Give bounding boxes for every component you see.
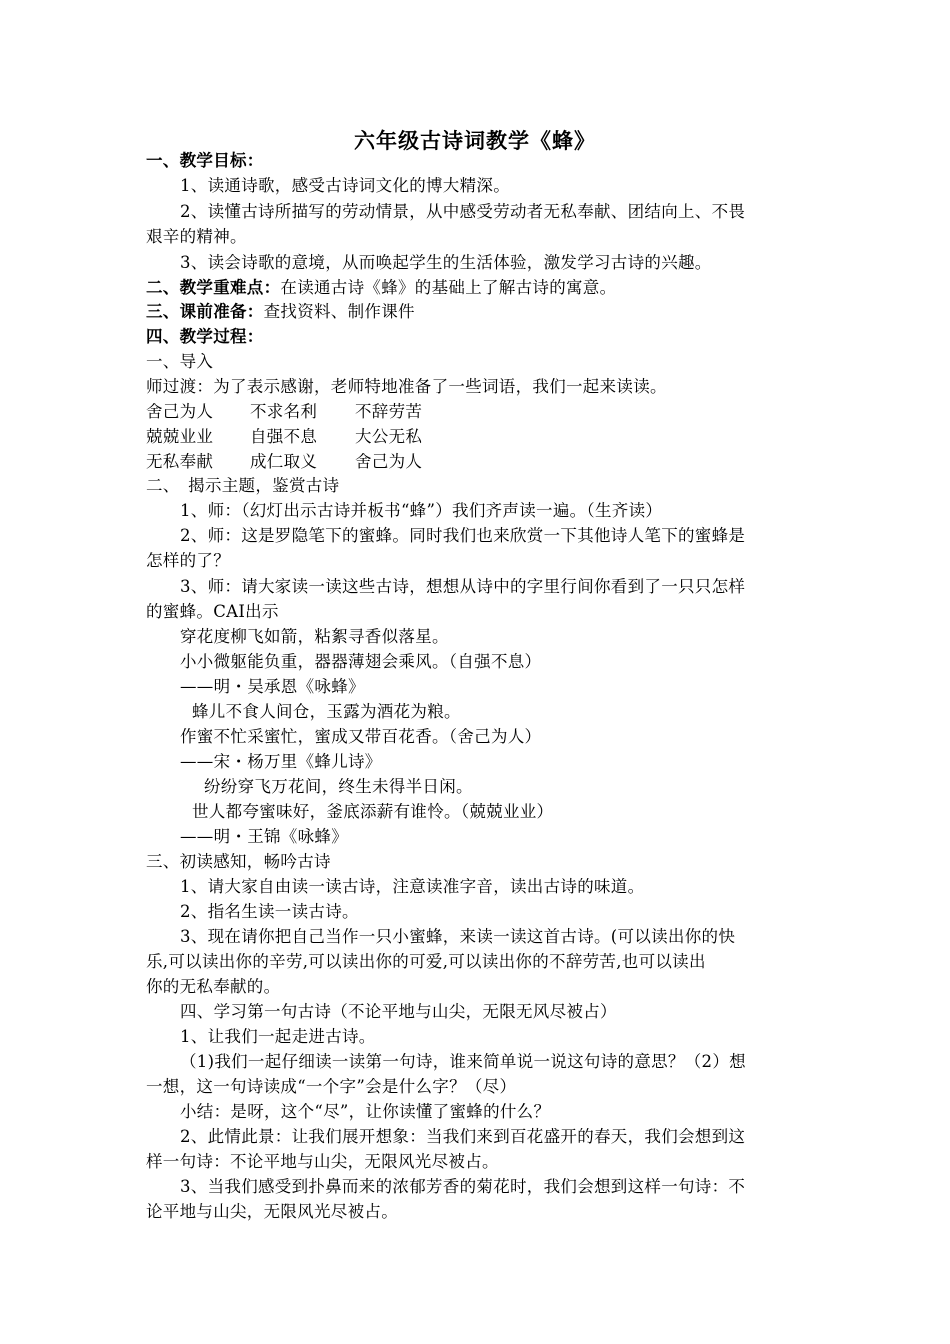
part-2-step-2-line-2: 怎样的了？ — [146, 551, 230, 570]
word-3-3: 舍己为人 — [355, 452, 423, 471]
section-preparation — [146, 300, 415, 324]
word-1-3: 不辞劳苦 — [355, 402, 423, 421]
document-title: 六年级古诗词教学《蜂》 — [354, 129, 596, 153]
part-3-step-2: 2、指名生读一读古诗。 — [180, 902, 359, 921]
word-1-1: 舍己为人 — [146, 402, 214, 421]
poem-1-source: ——明・吴承恩《咏蜂》 — [180, 677, 365, 696]
goal-1: 1、读通诗歌，感受古诗词文化的博大精深。 — [180, 176, 510, 195]
preparation-text: 查找资料、制作课件 — [263, 302, 415, 321]
part-4-step-3-line-1: 3、当我们感受到扑鼻而来的浓郁芳香的菊花时，我们会想到这样一句诗：不 — [180, 1177, 746, 1196]
part-2-step-3-line-2: 的蜜蜂。CAI出示 — [146, 602, 279, 621]
word-2-1: 兢兢业业 — [146, 427, 214, 446]
part-4-step-2-line-1: 2、此情此景：让我们展开想象：当我们来到百花盛开的春天，我们会想到这 — [180, 1127, 746, 1146]
part-2-step-1: 1、师：（幻灯出示古诗并板书“蜂”）我们齐声读一遍。（生齐读） — [180, 501, 663, 520]
part-3-heading: 三、初读感知，畅吟古诗 — [146, 852, 331, 871]
word-3-1: 无私奉献 — [146, 452, 214, 471]
word-1-2: 不求名利 — [250, 402, 318, 421]
section-heading-key-points: 二、教学重难点： — [146, 278, 281, 297]
poem-3-source: ——明・王锦《咏蜂》 — [180, 827, 348, 846]
section-heading-goals: 一、教学目标： — [146, 151, 264, 170]
part-4-question-line-1: （1)我们一起仔细读一读第一句诗，谁来简单说一说这句诗的意思？（2）想 — [180, 1052, 746, 1071]
poem-3-line-2: 世人都夸蜜味好，釜底添薪有谁怜。（兢兢业业） — [192, 802, 554, 821]
goal-3: 3、读会诗歌的意境，从而唤起学生的生活体验，激发学习古诗的兴趣。 — [180, 253, 712, 272]
section-heading-process: 四、教学过程： — [146, 327, 264, 346]
part-2-heading: 二、 揭示主题，鉴赏古诗 — [146, 476, 340, 495]
part-2-step-2-line-1: 2、师：这是罗隐笔下的蜜蜂。同时我们也来欣赏一下其他诗人笔下的蜜蜂是 — [180, 526, 746, 545]
part-2-step-3-line-1: 3、师：请大家读一读这些古诗，想想从诗中的字里行间你看到了一只只怎样 — [180, 577, 746, 596]
part-3-step-3-line-3: 你的无私奉献的。 — [146, 977, 281, 996]
section-heading-preparation: 三、课前准备： — [146, 302, 264, 321]
goal-2-line-1: 2、读懂古诗所描写的劳动情景，从中感受劳动者无私奉献、团结向上、不畏 — [180, 202, 746, 221]
word-2-3: 大公无私 — [355, 427, 423, 446]
part-3-step-3-line-2: 乐,可以读出你的辛劳,可以读出你的可爱,可以读出你的不辞劳苦,也可以读出 — [146, 952, 706, 971]
poem-1-line-2: 小小微躯能负重，器器薄翅会乘风。（自强不息） — [180, 652, 542, 671]
part-1-transition: 师过渡：为了表示感谢，老师特地准备了一些词语，我们一起来读读。 — [146, 377, 667, 396]
part-1-heading: 一、导入 — [146, 352, 214, 371]
poem-3-line-1: 纷纷穿飞万花间，终生未得半日闲。 — [204, 777, 473, 796]
poem-2-source: ——宋・杨万里《蜂儿诗》 — [180, 752, 382, 771]
part-3-step-3-line-1: 3、现在请你把自己当作一只小蜜蜂，来读一读这首古诗。(可以读出你的快 — [180, 927, 736, 946]
part-3-step-1: 1、请大家自由读一读古诗，注意读准字音，读出古诗的味道。 — [180, 877, 645, 896]
part-4-question-line-2: 一想，这一句诗读成“一个字”会是什么字？（尽） — [146, 1077, 517, 1096]
word-2-2: 自强不息 — [250, 427, 318, 446]
part-4-heading: 四、学习第一句古诗（不论平地与山尖，无限无风尽被占） — [180, 1002, 617, 1021]
section-key-points — [146, 276, 616, 300]
part-4-step-2-line-2: 样一句诗：不论平地与山尖，无限风光尽被占。 — [146, 1152, 499, 1171]
word-3-2: 成仁取义 — [250, 452, 318, 471]
part-4-step-1: 1、让我们一起走进古诗。 — [180, 1027, 376, 1046]
poem-1-line-1: 穿花度柳飞如箭，粘絮寻香似落星。 — [180, 627, 449, 646]
poem-2-line-1: 蜂儿不食人间仓，玉露为酒花为粮。 — [192, 702, 461, 721]
goal-2-line-2: 艰辛的精神。 — [146, 227, 247, 246]
part-4-step-3-line-2: 论平地与山尖，无限风光尽被占。 — [146, 1202, 398, 1221]
part-4-summary: 小结：是呀，这个“尽”，让你读懂了蜜蜂的什么？ — [180, 1102, 551, 1121]
poem-2-line-2: 作蜜不忙采蜜忙，蜜成又带百花香。（舍己为人） — [180, 727, 542, 746]
key-points-text: 在读通古诗《蜂》的基础上了解古诗的寓意。 — [280, 278, 617, 297]
